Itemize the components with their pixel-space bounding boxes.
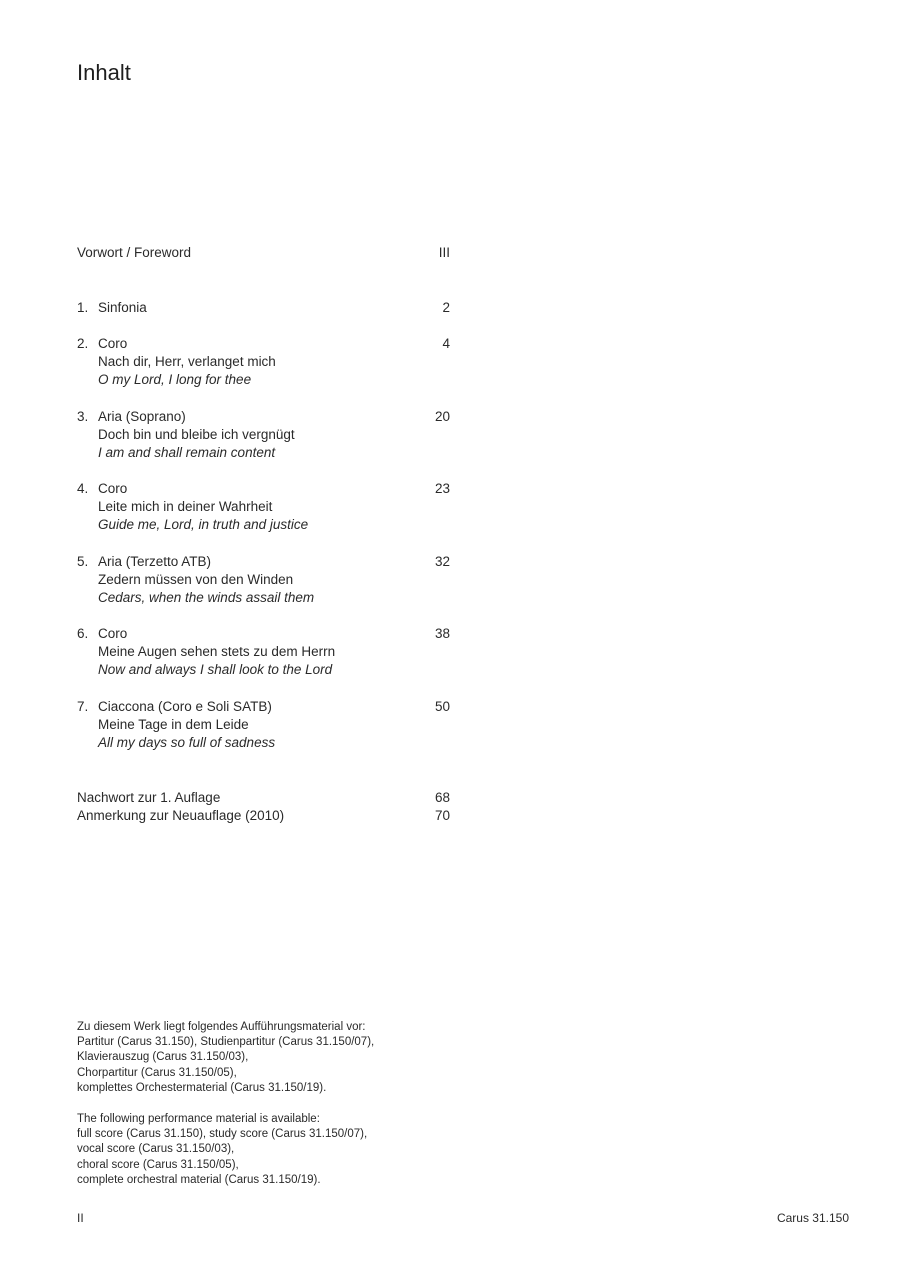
movement-title-en: O my Lord, I long for thee: [98, 372, 252, 387]
toc-new-edition-note[interactable]: [77, 807, 450, 825]
material-line: Partitur (Carus 31.150), Studienpartitur (Carus 31.150/07),: [77, 1036, 375, 1049]
movement-type: Coro: [98, 481, 128, 496]
toc-afterword[interactable]: [77, 789, 450, 807]
movement-type: Sinfonia: [98, 300, 147, 315]
toc-entry-3[interactable]: [77, 408, 450, 462]
material-line: complete orchestral material (Carus 31.150/19).: [77, 1173, 321, 1186]
movement-type: Aria (Terzetto ATB): [98, 554, 212, 569]
movement-type: Coro: [98, 336, 128, 351]
material-line: choral score (Carus 31.150/05),: [77, 1158, 239, 1171]
catalog-number: Carus 31.150: [776, 1211, 849, 1225]
movement-title-de: Meine Augen sehen stets zu dem Herrn: [98, 644, 336, 659]
movement-title-en: Now and always I shall look to the Lord: [98, 662, 333, 677]
toc-entry-6[interactable]: [77, 625, 450, 679]
movement-number: 4.: [77, 481, 89, 496]
material-line: Chorpartitur (Carus 31.150/05),: [77, 1066, 237, 1079]
page-title: Inhalt: [77, 60, 131, 85]
movement-page: 20: [434, 409, 450, 424]
toc-afterword-label: Nachwort zur 1. Auflage: [77, 790, 221, 805]
toc-entry-1[interactable]: [77, 299, 450, 317]
movement-title-de: Doch bin und bleibe ich vergnügt: [98, 427, 295, 442]
movement-title-en: All my days so full of sadness: [98, 735, 276, 750]
movement-type: Coro: [98, 626, 128, 641]
movement-title-de: Zedern müssen von den Winden: [98, 572, 294, 587]
movement-number: 3.: [77, 409, 89, 424]
movement-type: Aria (Soprano): [98, 409, 186, 424]
movement-page: 50: [434, 699, 450, 714]
movement-title-en: Cedars, when the winds assail them: [98, 590, 315, 605]
material-line: full score (Carus 31.150), study score (Carus 31.150/07),: [77, 1128, 368, 1141]
movement-page: 38: [434, 626, 450, 641]
toc-afterword-page: 68: [434, 790, 450, 805]
movement-number: 7.: [77, 699, 89, 714]
toc-entry-5[interactable]: [77, 553, 450, 607]
toc-foreword[interactable]: [77, 244, 450, 262]
toc-entry-2[interactable]: [77, 335, 450, 389]
material-line: The following performance material is available:: [77, 1113, 320, 1125]
movement-page: 2: [442, 300, 450, 315]
performance-material-en: [77, 1112, 477, 1188]
toc-foreword-page: III: [438, 245, 450, 260]
material-line: komplettes Orchestermaterial (Carus 31.150/19).: [77, 1081, 327, 1094]
movement-number: 2.: [77, 336, 89, 351]
material-line: Zu diesem Werk liegt folgendes Aufführungsmaterial vor:: [77, 1021, 366, 1033]
movement-title-de: Meine Tage in dem Leide: [98, 717, 249, 732]
toc-new-edition-label: Anmerkung zur Neuauflage (2010): [77, 808, 285, 823]
material-line: vocal score (Carus 31.150/03),: [77, 1143, 235, 1156]
toc-entry-4[interactable]: [77, 480, 450, 534]
movement-number: 1.: [77, 300, 89, 315]
material-line: Klavierauszug (Carus 31.150/03),: [77, 1051, 249, 1064]
movement-page: 23: [434, 481, 450, 496]
movement-title-de: Nach dir, Herr, verlanget mich: [98, 354, 276, 369]
movement-page: 4: [442, 336, 450, 351]
movement-title-de: Leite mich in deiner Wahrheit: [98, 499, 273, 514]
toc-new-edition-page: 70: [434, 808, 450, 823]
performance-material-de: [77, 1020, 477, 1096]
movement-page: 32: [434, 554, 450, 569]
movement-number: 6.: [77, 626, 89, 641]
movement-number: 5.: [77, 554, 89, 569]
toc-foreword-label: Vorwort / Foreword: [77, 245, 192, 260]
movement-title-en: I am and shall remain content: [98, 445, 276, 460]
toc-entry-7[interactable]: [77, 698, 450, 752]
movement-title-en: Guide me, Lord, in truth and justice: [98, 517, 309, 532]
movement-type: Ciaccona (Coro e Soli SATB): [98, 699, 272, 714]
page-number: II: [77, 1211, 84, 1225]
